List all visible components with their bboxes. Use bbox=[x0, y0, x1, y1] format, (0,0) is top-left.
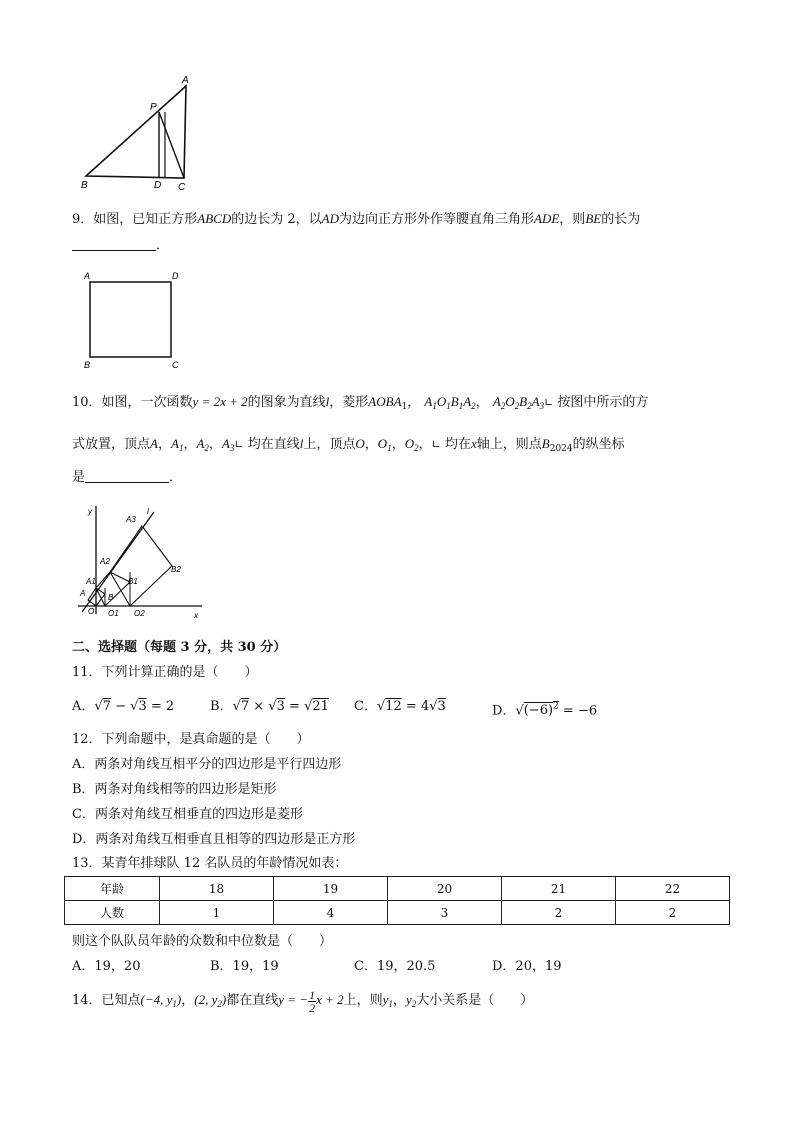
fig9-label-b: B bbox=[84, 360, 91, 370]
q10-rhombus1-sub: 1 bbox=[401, 402, 408, 412]
table-row bbox=[65, 877, 730, 901]
table-cell: 1 bbox=[160, 901, 274, 925]
q10-l2-t4: 均在 bbox=[444, 437, 471, 452]
q12-stem: 12．下列命题中，是真命题的是（ ） bbox=[72, 732, 310, 747]
q10-ellipsis-1: ∟ bbox=[544, 396, 554, 409]
q10-l3-t1: 是 bbox=[72, 470, 86, 485]
q10-point-b: B bbox=[541, 436, 550, 451]
q10-l2-line-l: l bbox=[299, 436, 304, 451]
q11-option-c[interactable]: C．√12 = 4√3 bbox=[354, 699, 446, 714]
q13-question: 则这个队队员年龄的众数和中位数是（ ） bbox=[72, 934, 333, 949]
q14-t2: 都在直线 bbox=[226, 993, 279, 1008]
fig9-label-a: A bbox=[84, 271, 91, 281]
table-row bbox=[65, 901, 730, 925]
q10-ellipsis-2: ∟ bbox=[234, 438, 244, 451]
q9-square-name: ABCD bbox=[197, 211, 232, 226]
q12-option-a[interactable]: A．两条对角线互相平分的四边形是平行四边形 bbox=[72, 757, 342, 772]
fig9-label-c: C bbox=[172, 360, 179, 370]
q10-vertex-a1: $A_1$ bbox=[170, 436, 184, 453]
fig10-label-b: B bbox=[108, 593, 114, 602]
q14-point2: (2, $y_2$) bbox=[194, 992, 227, 1009]
q12-option-d[interactable]: D．两条对角线互相垂直且相等的四边形是正方形 bbox=[72, 832, 356, 847]
q14-t1: 14．已知点 bbox=[72, 993, 141, 1008]
q12-option-c[interactable]: C．两条对角线互相垂直的四边形是菱形 bbox=[72, 807, 303, 822]
q10-line3 bbox=[72, 468, 182, 488]
fig10-label-o1: O1 bbox=[108, 609, 119, 618]
table-cell: 年龄 bbox=[65, 877, 160, 901]
q10-l3-end: ． bbox=[169, 470, 183, 485]
q9-line2 bbox=[72, 236, 169, 256]
fig9-label-d: D bbox=[172, 271, 179, 281]
q14-y1: $y_1$ bbox=[382, 992, 393, 1009]
q10-ellipsis-3: ∟ bbox=[431, 438, 441, 451]
q10-vertex-o1: $O_1$ bbox=[377, 436, 392, 453]
figure-q10-rhombi bbox=[74, 500, 209, 620]
q10-t4: ， bbox=[475, 395, 489, 410]
fig10-label-x: x bbox=[194, 611, 198, 620]
q10-rhombus2: $A_1O_1B_1A_2$ bbox=[424, 394, 476, 411]
q10-t1: 的图象为直线 bbox=[247, 395, 326, 410]
q13-option-a[interactable]: A．19，20 bbox=[72, 959, 141, 974]
table-cell: 18 bbox=[160, 877, 274, 901]
fig10-label-a3: A3 bbox=[126, 515, 136, 524]
fig8-label-b: B bbox=[81, 180, 88, 191]
q9-side: AD bbox=[321, 211, 339, 226]
fig10-label-o2: O2 bbox=[134, 609, 145, 618]
q10-l2-t6: 的纵坐标 bbox=[572, 437, 625, 452]
q13-stem: 13．某青年排球队 12 名队员的年龄情况如表： bbox=[72, 856, 348, 871]
q13-option-b[interactable]: B．19，19 bbox=[210, 959, 279, 974]
q14-t4: 大小关系是（ ） bbox=[416, 993, 534, 1008]
fig10-label-l: l bbox=[147, 507, 149, 516]
fig10-label-b1: B1 bbox=[128, 577, 138, 586]
fig8-label-a: A bbox=[182, 75, 189, 86]
q11-option-b[interactable]: B．√7 × √3 = √21 bbox=[210, 699, 329, 714]
q10-number: 10．如图，一次函数 bbox=[72, 395, 193, 410]
q10-t2: ，菱形 bbox=[329, 395, 369, 410]
table-cell: 21 bbox=[502, 877, 616, 901]
q14-sep: ， bbox=[392, 993, 406, 1008]
fig10-label-y: y bbox=[88, 507, 92, 516]
table-cell: 2 bbox=[502, 901, 616, 925]
q10-function: y = 2x + 2 bbox=[192, 394, 248, 409]
q10-rhombus3: $A_2O_2B_2A_3$ bbox=[492, 394, 545, 411]
table-cell: 3 bbox=[388, 901, 502, 925]
q9-text-c: 为边向正方形外作等腰直角三角形 bbox=[339, 212, 535, 227]
q10-vertex-o: O bbox=[355, 436, 365, 451]
q9-text-a: 如图，已知正方形 bbox=[93, 212, 198, 227]
q10-x-axis: x bbox=[470, 436, 477, 451]
age-table bbox=[64, 876, 730, 925]
q10-vertex-a2: $A_2$ bbox=[196, 436, 209, 453]
q12-option-b[interactable]: B．两条对角线相等的四边形是矩形 bbox=[72, 782, 277, 797]
q14-line-equation: y = − $\frac{1}{2}$ x + 2 bbox=[278, 987, 344, 1015]
q9-answer-blank[interactable] bbox=[72, 236, 156, 251]
q11-stem: 11．下列计算正确的是（ ） bbox=[72, 665, 258, 680]
table-cell: 22 bbox=[616, 877, 730, 901]
fig8-label-c: C bbox=[178, 182, 186, 193]
q14-y2: $y_2$ bbox=[405, 992, 417, 1009]
table-cell: 2 bbox=[616, 901, 730, 925]
q10-line2: 式放置，顶点A，$A_1$，$A_2$，$A_3∟$ 均在直线l上，顶点O，$O_1$，$O_2$，∟ 均在x轴上，则点$B_{2024}$的纵坐标 bbox=[72, 436, 625, 454]
q10-vertex-o2: $O_2$ bbox=[404, 436, 419, 453]
q9-text-e: 的长为 bbox=[601, 212, 641, 227]
q9-line1 bbox=[72, 209, 640, 230]
figure-q9-square bbox=[80, 268, 185, 370]
q10-l2-t3: 上，顶点 bbox=[303, 437, 356, 452]
q10-l2-t1: 式放置，顶点 bbox=[72, 437, 151, 452]
fig10-label-a2: A2 bbox=[100, 557, 110, 566]
q9-segment: BE bbox=[585, 211, 602, 226]
q14-stem bbox=[72, 988, 533, 1016]
table-cell: 4 bbox=[274, 901, 388, 925]
table-cell: 19 bbox=[274, 877, 388, 901]
q11-option-d[interactable]: D．$√(-6)^2 = -6$ bbox=[492, 702, 598, 719]
q14-comma: ， bbox=[181, 993, 195, 1008]
q13-option-d[interactable]: D．20，19 bbox=[492, 959, 562, 974]
fig10-label-a: A bbox=[80, 589, 86, 598]
table-cell: 人数 bbox=[65, 901, 160, 925]
q10-l2-t2: 均在直线 bbox=[247, 437, 300, 452]
q10-line-l: l bbox=[325, 394, 330, 409]
q10-line1 bbox=[72, 392, 648, 417]
q10-t3: ， bbox=[407, 395, 421, 410]
q10-rhombus1: AOBA bbox=[368, 394, 402, 409]
q9-text-d: ，则 bbox=[559, 212, 586, 227]
q11-option-a[interactable]: A．√7 − √3 = 2 bbox=[72, 699, 175, 714]
q9-triangle-name: ADE bbox=[534, 211, 560, 226]
q10-point-b-sub: 2024 bbox=[549, 444, 573, 454]
q10-answer-blank[interactable] bbox=[85, 468, 169, 483]
fig10-label-b2: B2 bbox=[171, 565, 181, 574]
q9-end: ． bbox=[156, 238, 170, 253]
q10-vertex-a3: $A_3$ bbox=[221, 436, 235, 453]
figure-q8-triangle bbox=[70, 70, 200, 195]
q9-number: 9． bbox=[72, 212, 94, 227]
fig10-label-o: O bbox=[88, 607, 95, 616]
q10-vertex-a: A bbox=[150, 436, 158, 451]
q14-t3: 上，则 bbox=[343, 993, 383, 1008]
q13-option-c[interactable]: C．19，20.5 bbox=[354, 959, 436, 974]
q9-text-b: 的边长为 2，以 bbox=[231, 212, 322, 227]
q14-point1: (−4, $y_1$) bbox=[140, 992, 182, 1009]
fig8-label-p: P bbox=[150, 102, 157, 113]
q10-l2-t5: 轴上，则点 bbox=[476, 437, 542, 452]
section-heading: 二、选择题（每题 3 分，共 30 分） bbox=[72, 640, 287, 655]
q10-t5: 按图中所示的方 bbox=[557, 395, 649, 410]
fig10-label-a1: A1 bbox=[86, 577, 96, 586]
table-cell: 20 bbox=[388, 877, 502, 901]
fig8-label-d: D bbox=[154, 180, 162, 191]
